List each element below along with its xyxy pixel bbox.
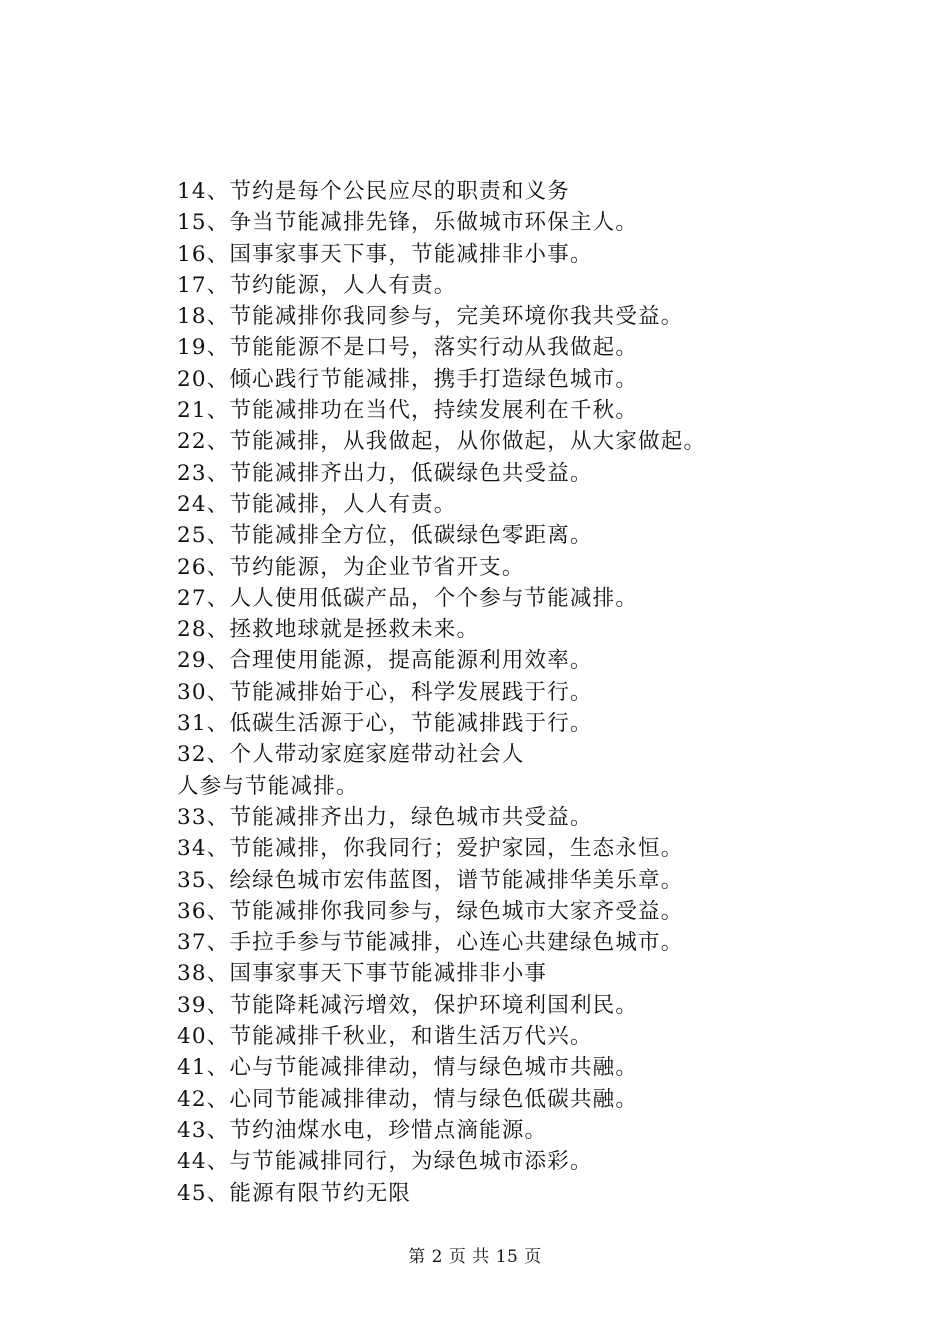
list-item: 37、手拉手参与节能减排，心连心共建绿色城市。: [177, 930, 684, 956]
list-item: 32、个人带动家庭家庭带动社会人: [177, 742, 525, 768]
list-item: 39、节能降耗减污增效，保护环境利国利民。: [177, 992, 639, 1018]
list-item: 23、节能减排齐出力，低碳绿色共受益。: [177, 460, 593, 486]
list-item: 26、节约能源，为企业节省开支。: [177, 554, 525, 580]
list-item: 44、与节能减排同行，为绿色城市添彩。: [177, 1149, 593, 1175]
list-item: 15、争当节能减排先锋，乐做城市环保主人。: [177, 210, 639, 236]
list-item: 24、节能减排，人人有责。: [177, 491, 457, 517]
list-item: 25、节能减排全方位，低碳绿色零距离。: [177, 523, 593, 549]
list-item: 33、节能减排齐出力，绿色城市共受益。: [177, 804, 593, 830]
list-item: 18、节能减排你我同参与，完美环境你我共受益。: [177, 304, 684, 330]
list-item: 21、节能减排功在当代，持续发展利在千秋。: [177, 398, 639, 424]
slogan-list: [177, 176, 877, 1209]
page-number-footer: 第 2 页 共 15 页: [408, 1247, 542, 1267]
list-item: 42、心同节能减排律动，情与绿色低碳共融。: [177, 1086, 639, 1112]
list-item: 30、节能减排始于心，科学发展践于行。: [177, 679, 593, 705]
list-item: 20、倾心践行节能减排，携手打造绿色城市。: [177, 366, 639, 392]
list-item: 45、能源有限节约无限: [177, 1180, 412, 1206]
list-item: 41、心与节能减排律动，情与绿色城市共融。: [177, 1055, 639, 1081]
list-item: 29、合理使用能源，提高能源利用效率。: [177, 648, 593, 674]
list-item: 17、节约能源，人人有责。: [177, 272, 457, 298]
list-item: 16、国事家事天下事，节能减排非小事。: [177, 241, 593, 267]
list-item: 27、人人使用低碳产品，个个参与节能减排。: [177, 585, 639, 611]
list-item: 31、低碳生活源于心，节能减排践于行。: [177, 711, 593, 737]
list-item: 36、节能减排你我同参与，绿色城市大家齐受益。: [177, 898, 684, 924]
list-item: 14、节约是每个公民应尽的职责和义务: [177, 179, 570, 204]
list-item: 34、节能减排，你我同行；爱护家园，生态永恒。: [177, 836, 684, 862]
list-item: 28、拯救地球就是拯救未来。: [177, 617, 480, 643]
list-item: 22、节能减排，从我做起，从你做起，从大家做起。: [177, 429, 707, 455]
list-item: 43、节约油煤水电，珍惜点滴能源。: [177, 1117, 548, 1143]
list-item: 40、节能减排千秋业，和谐生活万代兴。: [177, 1024, 593, 1050]
list-item: 19、节能能源不是口号，落实行动从我做起。: [177, 335, 639, 361]
list-item-continuation: 人参与节能减排。: [177, 773, 359, 799]
list-item: 35、绘绿色城市宏伟蓝图，谱节能减排华美乐章。: [177, 867, 684, 893]
list-item: 38、国事家事天下事节能减排非小事: [177, 961, 548, 987]
